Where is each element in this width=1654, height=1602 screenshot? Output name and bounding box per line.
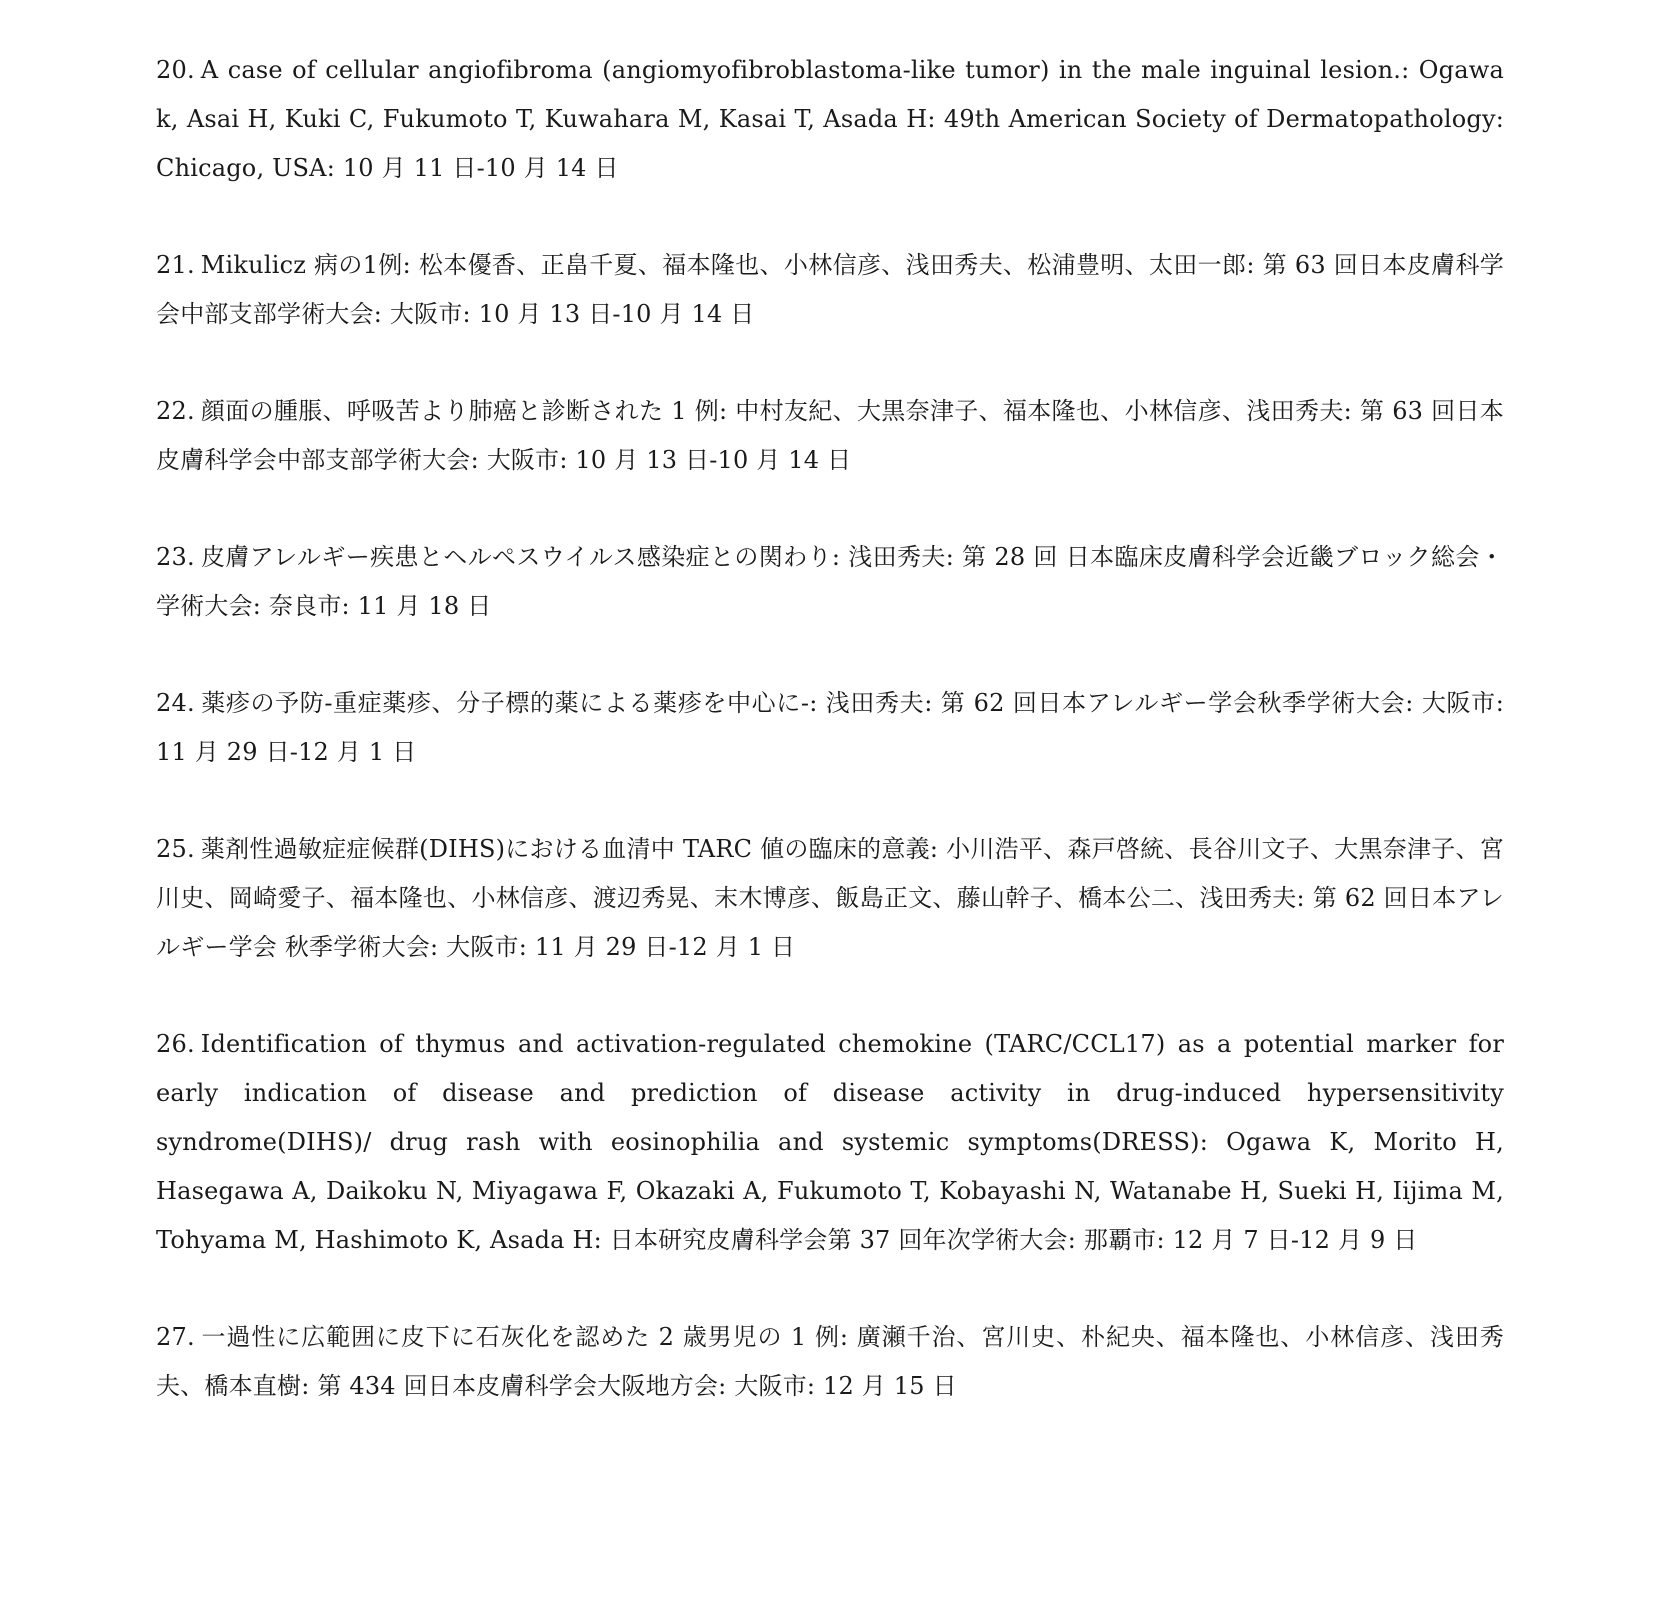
list-item <box>156 46 1504 193</box>
list-item <box>156 241 1504 339</box>
entry-number: 25. <box>156 835 195 863</box>
entry-text: Mikulicz 病の1例: 松本優香、正畠千夏、福本隆也、小林信彦、浅田秀夫、松浦豊明、太田一郎: 第 63 回日本皮膚科学会中部支部学術大会: 大阪市: 10 月 13 日-10 月 14 日 <box>156 251 1504 328</box>
entry-number: 27. <box>156 1323 195 1351</box>
entry-text: 薬疹の予防-重症薬疹、分子標的薬による薬疹を中心に-: 浅田秀夫: 第 62 回日本アレルギー学会秋季学術大会: 大阪市: 11 月 29 日-12 月 1 日 <box>156 689 1504 766</box>
entry-text: 顔面の腫脹、呼吸苦より肺癌と診断された 1 例: 中村友紀、大黒奈津子、福本隆也、小林信彦、浅田秀夫: 第 63 回日本皮膚科学会中部支部学術大会: 大阪市: 10 月 13 日-10 月 14 日 <box>156 397 1504 474</box>
entry-number: 26. <box>156 1030 195 1058</box>
presentation-list <box>156 46 1504 1459</box>
entry-text: A case of cellular angiofibroma (angiomyofibroblastoma-like tumor) in the male inguinal lesion.: Ogawa k, Asai H, Kuki C, Fukumoto T, Kuwahara M, Kasai T, Asada H: 49th American Society of Dermatopathology: Chicago, USA: 10 月 11 日-10 月 14 日 <box>156 56 1504 182</box>
entry-number: 21. <box>156 251 195 279</box>
list-item <box>156 1313 1504 1411</box>
entry-number: 24. <box>156 689 195 717</box>
list-item <box>156 533 1504 631</box>
list-item <box>156 825 1504 972</box>
list-item <box>156 387 1504 485</box>
list-item <box>156 1020 1504 1265</box>
entry-number: 22. <box>156 397 195 425</box>
entry-text: Identification of thymus and activation-regulated chemokine (TARC/CCL17) as a potential marker for early indication of disease and prediction of disease activity in drug-induced hypersensitivity syndrome(DIHS)/ drug rash with eosinophilia and systemic symptoms(DRESS): Ogawa K, Morito H, Hasegawa A, Daikoku N, Miyagawa F, Okazaki A, Fukumoto T, Kobayashi N, Watanabe H, Sueki H, Iijima M, Tohyama M, Hashimoto K, Asada H: 日本研究皮膚科学会第 37 回年次学術大会: 那覇市: 12 月 7 日-12 月 9 日 <box>156 1030 1504 1254</box>
entry-number: 23. <box>156 543 195 571</box>
entry-text: 一過性に広範囲に皮下に石灰化を認めた 2 歳男児の 1 例: 廣瀬千治、宮川史、朴紀央、福本隆也、小林信彦、浅田秀夫、橋本直樹: 第 434 回日本皮膚科学会大阪地方会: 大阪市: 12 月 15 日 <box>156 1323 1504 1400</box>
entry-text: 薬剤性過敏症症候群(DIHS)における血清中 TARC 値の臨床的意義: 小川浩平、森戸啓統、長谷川文子、大黒奈津子、宮川史、岡崎愛子、福本隆也、小林信彦、渡辺秀晃、末木博彦、飯島正文、藤山幹子、橋本公二、浅田秀夫: 第 62 回日本アレルギー学会 秋季学術大会: 大阪市: 11 月 29 日-12 月 1 日 <box>156 835 1504 961</box>
entry-number: 20. <box>156 56 195 84</box>
entry-text: 皮膚アレルギー疾患とヘルペスウイルス感染症との関わり: 浅田秀夫: 第 28 回 日本臨床皮膚科学会近畿ブロック総会・学術大会: 奈良市: 11 月 18 日 <box>156 543 1504 620</box>
list-item <box>156 679 1504 777</box>
